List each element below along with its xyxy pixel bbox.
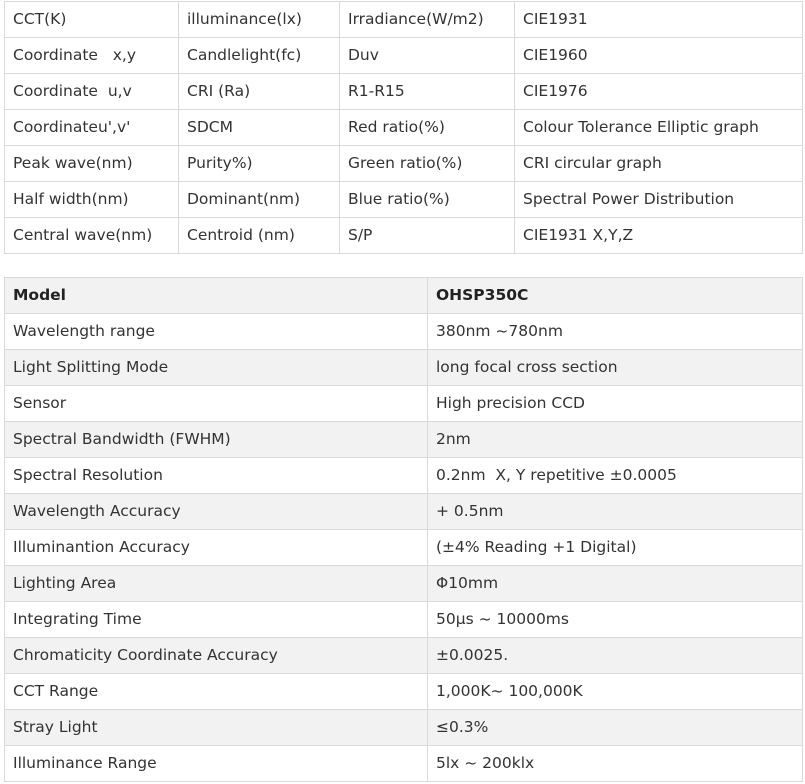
spec-row	[5, 422, 803, 458]
spec-label: Spectral Resolution	[5, 458, 428, 494]
feature-cell: Half width(nm)	[5, 182, 179, 218]
feature-cell: Coordinateu',v'	[5, 110, 179, 146]
spec-value: ±0.0025.	[428, 638, 803, 674]
feature-cell: Blue ratio(%)	[340, 182, 515, 218]
spec-value: 0.2nm X, Y repetitive ±0.0005	[428, 458, 803, 494]
feature-cell: CIE1931	[515, 2, 803, 38]
spec-value: + 0.5nm	[428, 494, 803, 530]
spec-label: Illuminantion Accuracy	[5, 530, 428, 566]
spec-row	[5, 386, 803, 422]
spec-label: Wavelength Accuracy	[5, 494, 428, 530]
feature-cell: Coordinate u,v	[5, 74, 179, 110]
feature-cell: CRI circular graph	[515, 146, 803, 182]
spec-row	[5, 350, 803, 386]
feature-cell: Centroid (nm)	[179, 218, 340, 254]
feature-cell: SDCM	[179, 110, 340, 146]
spec-row	[5, 494, 803, 530]
spec-table	[4, 277, 803, 782]
spec-label: Wavelength range	[5, 314, 428, 350]
feature-cell: Red ratio(%)	[340, 110, 515, 146]
features-row	[5, 146, 803, 182]
feature-cell: Colour Tolerance Elliptic graph	[515, 110, 803, 146]
spec-label: Lighting Area	[5, 566, 428, 602]
features-row	[5, 38, 803, 74]
feature-cell: CIE1960	[515, 38, 803, 74]
feature-cell: Irradiance(W/m2)	[340, 2, 515, 38]
feature-cell: S/P	[340, 218, 515, 254]
feature-cell: CIE1976	[515, 74, 803, 110]
features-row	[5, 182, 803, 218]
spec-label: CCT Range	[5, 674, 428, 710]
spec-header-label: Model	[5, 278, 428, 314]
features-row	[5, 74, 803, 110]
spec-value: long focal cross section	[428, 350, 803, 386]
spec-row	[5, 674, 803, 710]
feature-cell: R1-R15	[340, 74, 515, 110]
spec-row	[5, 314, 803, 350]
features-table	[4, 1, 803, 254]
spec-row	[5, 746, 803, 782]
spec-value: 1,000K~ 100,000K	[428, 674, 803, 710]
spec-row	[5, 530, 803, 566]
spec-label: Spectral Bandwidth (FWHM)	[5, 422, 428, 458]
feature-cell: Spectral Power Distribution	[515, 182, 803, 218]
feature-cell: CIE1931 X,Y,Z	[515, 218, 803, 254]
features-row	[5, 110, 803, 146]
feature-cell: Peak wave(nm)	[5, 146, 179, 182]
feature-cell: illuminance(lx)	[179, 2, 340, 38]
spec-value: 5lx ~ 200klx	[428, 746, 803, 782]
spec-header-row	[5, 278, 803, 314]
feature-cell: Central wave(nm)	[5, 218, 179, 254]
spec-row	[5, 458, 803, 494]
spec-row	[5, 602, 803, 638]
spec-header-value: OHSP350C	[428, 278, 803, 314]
feature-cell: Duv	[340, 38, 515, 74]
spec-label: Stray Light	[5, 710, 428, 746]
feature-cell: Candlelight(fc)	[179, 38, 340, 74]
spec-value: 2nm	[428, 422, 803, 458]
spec-value: 380nm ~780nm	[428, 314, 803, 350]
spec-label: Sensor	[5, 386, 428, 422]
spec-label: Illuminance Range	[5, 746, 428, 782]
features-row	[5, 2, 803, 38]
spec-value: High precision CCD	[428, 386, 803, 422]
spec-value: (±4% Reading +1 Digital)	[428, 530, 803, 566]
spec-label: Light Splitting Mode	[5, 350, 428, 386]
spec-value: 50μs ~ 10000ms	[428, 602, 803, 638]
feature-cell: Dominant(nm)	[179, 182, 340, 218]
features-row	[5, 218, 803, 254]
feature-cell: Purity%)	[179, 146, 340, 182]
feature-cell: CCT(K)	[5, 2, 179, 38]
spec-label: Integrating Time	[5, 602, 428, 638]
spec-row	[5, 710, 803, 746]
spec-row	[5, 638, 803, 674]
feature-cell: Green ratio(%)	[340, 146, 515, 182]
spec-row	[5, 566, 803, 602]
feature-cell: Coordinate x,y	[5, 38, 179, 74]
feature-cell: CRI (Ra)	[179, 74, 340, 110]
spec-value: Φ10mm	[428, 566, 803, 602]
spec-label: Chromaticity Coordinate Accuracy	[5, 638, 428, 674]
spec-value: ≤0.3%	[428, 710, 803, 746]
